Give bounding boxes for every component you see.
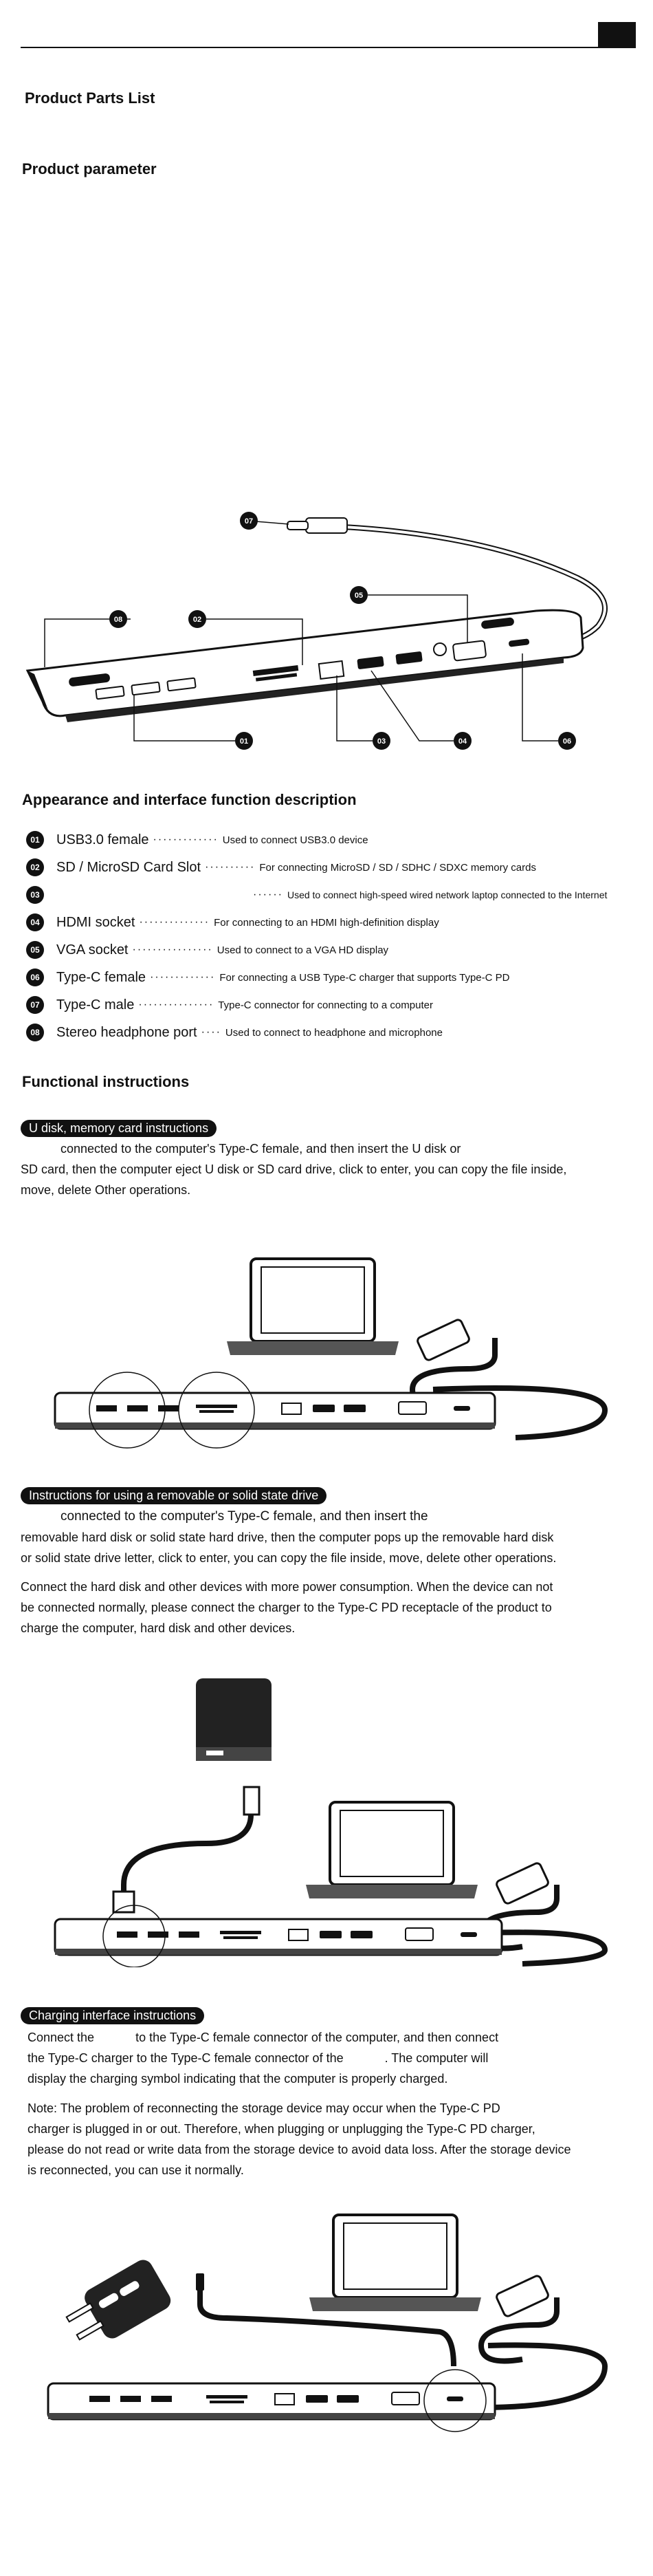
corner-block (598, 22, 636, 48)
callout-05: 05 (354, 592, 364, 600)
callout-07: 07 (244, 517, 254, 526)
usb-sd-text-3: move, delete Other operations. (21, 1183, 191, 1197)
charging-text-4: Note: The problem of reconnecting the storage device may occur when the Type-C PD (27, 2101, 500, 2115)
interface-row: 04 HDMI socket ·············· For connecting to an HDMI high-definition display (26, 912, 439, 933)
interface-row: 02 SD / MicroSD Card Slot ·········· For connecting MicroSD / SD / SDHC / SDXC memory cards (26, 857, 536, 878)
interface-row: 05 VGA socket ················ Used to connect to a VGA HD display (26, 940, 388, 960)
interface-row: 03 ······ Used to connect high-speed wired network laptop connected to the Internet (26, 885, 607, 905)
callout-04: 04 (458, 737, 467, 746)
interface-row: 07 Type-C male ··············· Type-C connector for connecting to a computer (26, 995, 433, 1015)
drive-label: Instructions for using a removable or solid state drive (21, 1487, 326, 1504)
charging-label: Charging interface instructions (21, 2007, 204, 2024)
interface-row: 08 Stereo headphone port ···· Used to connect to headphone and microphone (26, 1022, 443, 1043)
callout-08: 08 (113, 616, 123, 624)
callout-03: 03 (377, 737, 386, 746)
drive-text-6: charge the computer, hard disk and other devices. (21, 1621, 296, 1635)
drive-text-4: Connect the hard disk and other devices with more power consumption. When the device can not (21, 1580, 553, 1594)
charging-text-6: please do not read or write data from the storage device to avoid data loss. After the storage device (27, 2143, 571, 2156)
charging-text-3: display the charging symbol indicating that the computer is properly charged. (27, 2072, 448, 2086)
drive-text-3: or solid state drive letter, click to enter, you can copy the file inside, move, delete other operations. (21, 1551, 557, 1565)
drive-text-2: removable hard disk or solid state hard drive, then the computer pops up the removable hard disk (21, 1530, 554, 1544)
usb-sd-label: U disk, memory card instructions (21, 1120, 217, 1137)
interface-row: 06 Type-C female ············· For connecting a USB Type-C charger that supports Type-C PD (26, 967, 509, 988)
callout-02: 02 (192, 616, 202, 624)
usb-sd-text-1: connected to the computer's Type-C female, and then insert the U disk or (60, 1142, 461, 1156)
callout-01: 01 (239, 737, 249, 746)
top-rule (21, 47, 632, 48)
appearance-title: Appearance and interface function description (22, 791, 357, 808)
functional-title: Functional instructions (22, 1073, 190, 1090)
product-diagram (0, 495, 653, 757)
interface-row: 01 USB3.0 female ············· Used to connect USB3.0 device (26, 830, 368, 850)
usb-sd-illustration (0, 1245, 653, 1451)
usb-sd-text-2: SD card, then the computer eject U disk or SD card drive, click to enter, you can copy the file inside, (21, 1162, 567, 1176)
charging-text-2: the Type-C charger to the Type-C female connector of the . The computer will (27, 2051, 489, 2065)
parameter-title: Product parameter (22, 160, 157, 177)
charging-text-1: Connect the to the Type-C female connector of the computer, and then connect (27, 2031, 499, 2044)
drive-illustration (0, 1665, 653, 1967)
parts-list-title: Product Parts List (25, 89, 155, 107)
charging-illustration (0, 2201, 653, 2504)
drive-text-1: connected to the computer's Type-C female, and then insert the (60, 1509, 428, 1524)
charging-text-5: charger is plugged in or out. Therefore, when plugging or unplugging the Type-C PD charger, (27, 2122, 535, 2136)
callout-06: 06 (562, 737, 572, 746)
charging-text-7: is reconnected, you can use it normally. (27, 2163, 244, 2177)
drive-text-5: be connected normally, please connect the charger to the Type-C PD receptacle of the product to (21, 1601, 552, 1614)
